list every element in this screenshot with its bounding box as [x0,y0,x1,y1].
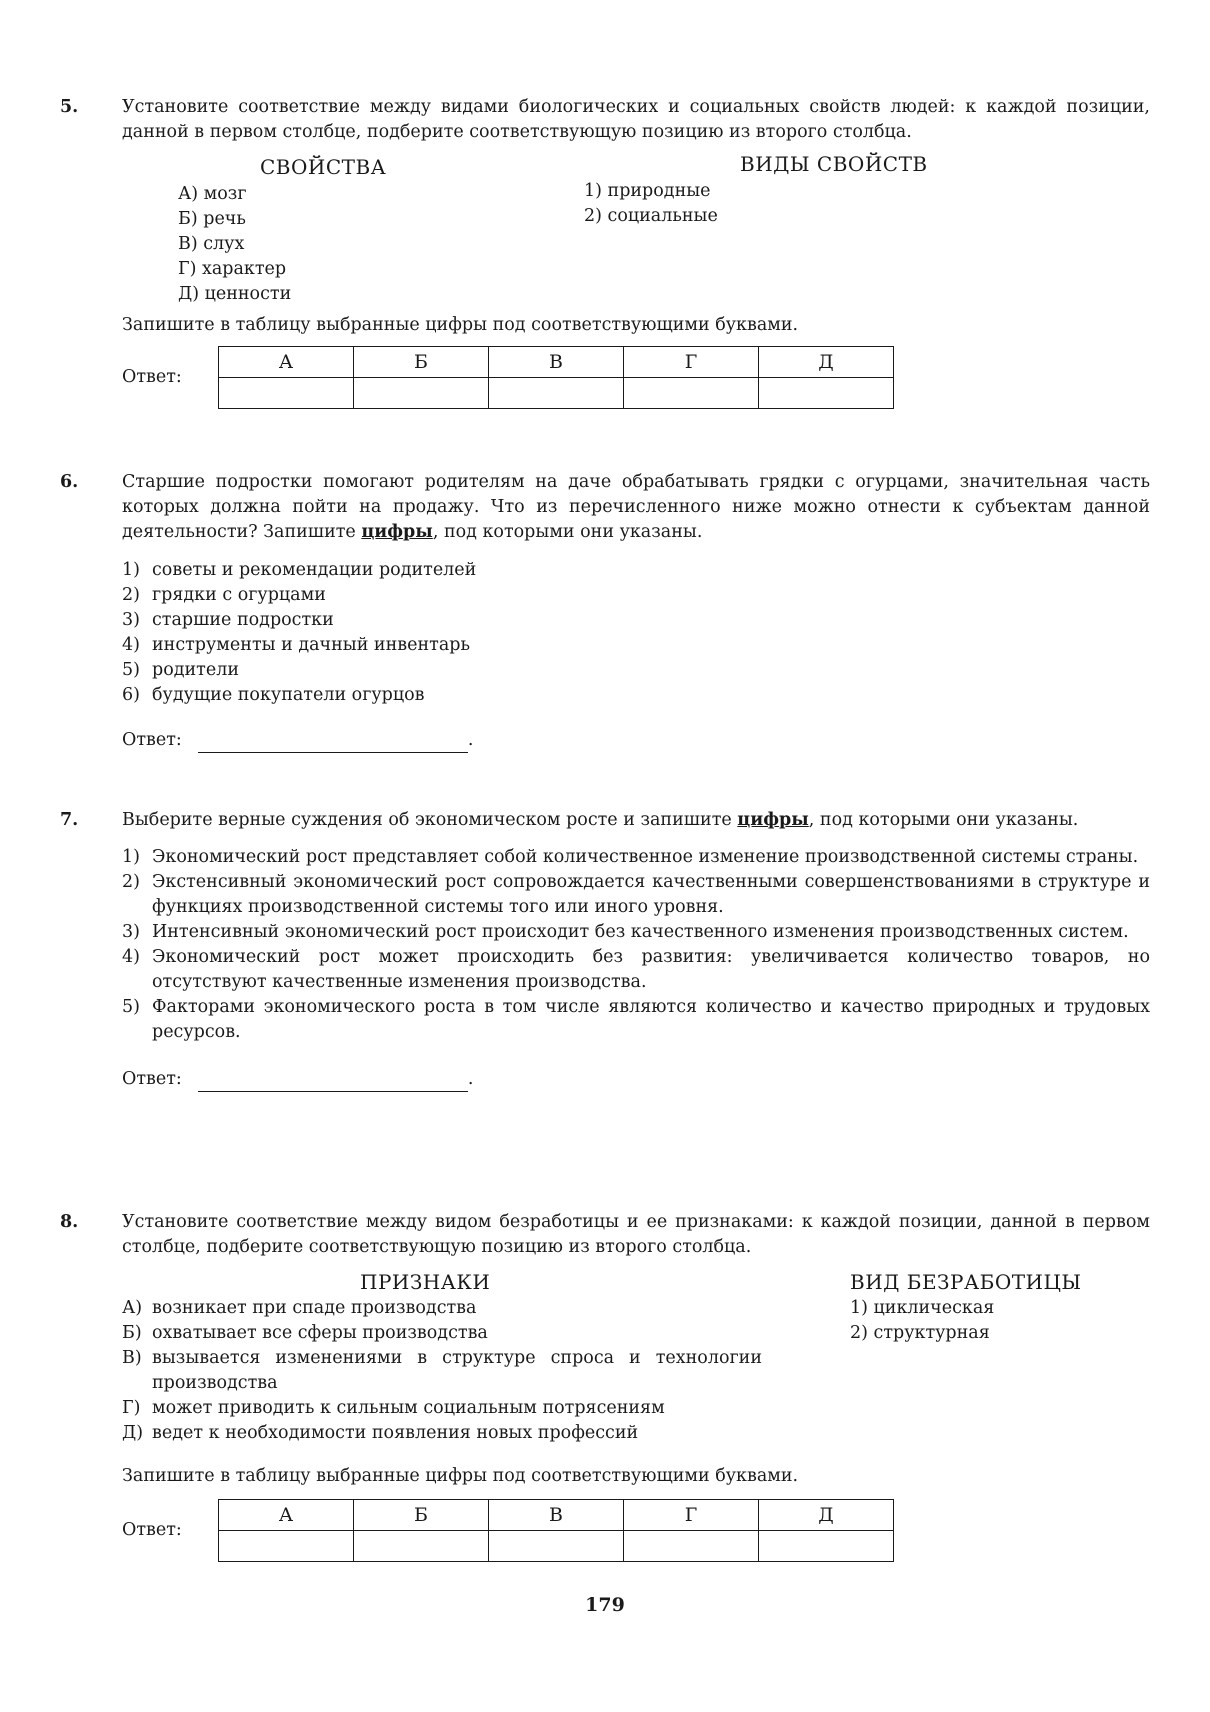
column-header-right: ВИД БЕЗРАБОТИЦЫ [850,1270,1082,1294]
options-list [122,845,1150,1045]
answer-input[interactable] [198,732,468,753]
answer-cell[interactable] [759,378,894,409]
list-item: 3) Интенсивный экономический рост происходит без качественного изменения производственных систем. [122,922,1129,942]
task-number: 6. [60,472,79,492]
answer-cell[interactable] [759,1531,894,1562]
answer-label: Ответ: [122,1520,182,1540]
answer-cell[interactable] [354,378,489,409]
table-header-cell: В [489,347,624,378]
table-header-cell: А [219,1500,354,1531]
answer-cell[interactable] [489,1531,624,1562]
page-number: 179 [585,1594,625,1616]
table-header-cell: Г [624,347,759,378]
options-list [122,558,1150,708]
answer-cell[interactable] [354,1531,489,1562]
table-header-cell: Д [759,347,894,378]
answer-input[interactable] [198,1071,468,1092]
emphasis: цифры [361,522,433,542]
answer-label: Ответ: [122,367,182,387]
list-item: 2) социальные [584,206,718,226]
task-number: 5. [60,97,79,117]
table-header-cell: В [489,1500,624,1531]
task-8 [60,1210,1150,1562]
left-column-list [178,182,291,307]
list-item: 2) грядки с огурцами [122,585,326,605]
task-6 [60,470,1150,753]
answer-label: Ответ: [122,730,182,750]
answer-row [122,1499,1150,1562]
task-question: Установите соответствие между видами биологических и социальных свойств людей: к каждой позиции, данной в первом столбце, подберите соответствующую позицию из второго столбца. [122,97,1150,142]
list-item: Б) речь [178,209,246,229]
list-item: 4) Экономический рост может происходить без развития: увеличивается количество товаров, но отсутствуют качественные изменения производства. [122,947,1150,992]
right-column-list [584,179,718,229]
list-item: 2) структурная [850,1323,990,1343]
answer-cell[interactable] [219,378,354,409]
task-5 [60,95,1150,409]
matching-columns [122,145,1150,303]
list-item: 1) природные [584,181,711,201]
task-question: Старшие подростки помогают родителям на даче обрабатывать грядки с огурцами, значительная часть которых должна пойти на продажу. Что из перечисленного ниже можно отнести к субъектам данной деятельности? Запишите цифры, под которыми они указаны. [122,472,1150,542]
answer-table [218,346,894,409]
list-item: Б) охватывает все сферы производства [122,1323,488,1343]
list-item: Д) ведет к необходимости появления новых профессий [122,1423,639,1443]
answer-row [122,346,1150,409]
task-number: 7. [60,810,79,830]
list-item: Д) ценности [178,284,292,304]
list-item: 6) будущие покупатели огурцов [122,685,425,705]
list-item: Г) может приводить к сильным социальным потрясениям [122,1398,665,1418]
list-item: 5) Факторами экономического роста в том числе являются количество и качество природных и трудовых ресурсов. [122,997,1150,1042]
instruction: Запишите в таблицу выбранные цифры под соответствующими буквами. [122,315,799,335]
list-item: 2) Экстенсивный экономический рост сопровождается качественными совершенствованиями в структуре и функциях производственной системы того или иного уровня. [122,872,1150,917]
task-question: Установите соответствие между видом безработицы и ее признаками: к каждой позиции, данной в первом столбце, подберите соответствующую позицию из второго столбца. [122,1212,1150,1257]
answer-line: Ответ: . [122,728,1150,753]
answer-cell[interactable] [624,1531,759,1562]
left-column-list [122,1296,762,1446]
table-header-cell: Г [624,1500,759,1531]
list-item: 1) циклическая [850,1298,995,1318]
column-header-left: ПРИЗНАКИ [360,1270,491,1294]
list-item: 1) советы и рекомендации родителей [122,560,477,580]
answer-cell[interactable] [219,1531,354,1562]
list-item: Г) характер [178,259,287,279]
list-item: 5) родители [122,660,239,680]
list-item: 1) Экономический рост представляет собой количественное изменение производственной системы страны. [122,847,1139,867]
emphasis: цифры [737,810,809,830]
answer-cell[interactable] [624,378,759,409]
list-item: 3) старшие подростки [122,610,334,630]
table-header-cell: Б [354,347,489,378]
list-item: В) вызывается изменениями в структуре спроса и технологии производства [122,1348,762,1393]
column-header-right: ВИДЫ СВОЙСТВ [740,152,928,176]
table-header-cell: Д [759,1500,894,1531]
table-header-cell: Б [354,1500,489,1531]
list-item: В) слух [178,234,245,254]
task-question: Выберите верные суждения об экономическом росте и запишите цифры, под которыми они указаны. [122,810,1079,830]
list-item: 4) инструменты и дачный инвентарь [122,635,470,655]
list-item: А) мозг [178,184,247,204]
answer-cell[interactable] [489,378,624,409]
right-column-list [850,1296,994,1346]
answer-line: Ответ: . [122,1067,1150,1092]
column-header-left: СВОЙСТВА [260,155,387,179]
list-item: А) возникает при спаде производства [122,1298,477,1318]
table-header-cell: А [219,347,354,378]
task-7 [60,808,1150,1092]
matching-columns [122,1260,1150,1460]
task-number: 8. [60,1212,79,1232]
instruction: Запишите в таблицу выбранные цифры под соответствующими буквами. [122,1466,799,1486]
answer-table [218,1499,894,1562]
answer-label: Ответ: [122,1069,182,1089]
